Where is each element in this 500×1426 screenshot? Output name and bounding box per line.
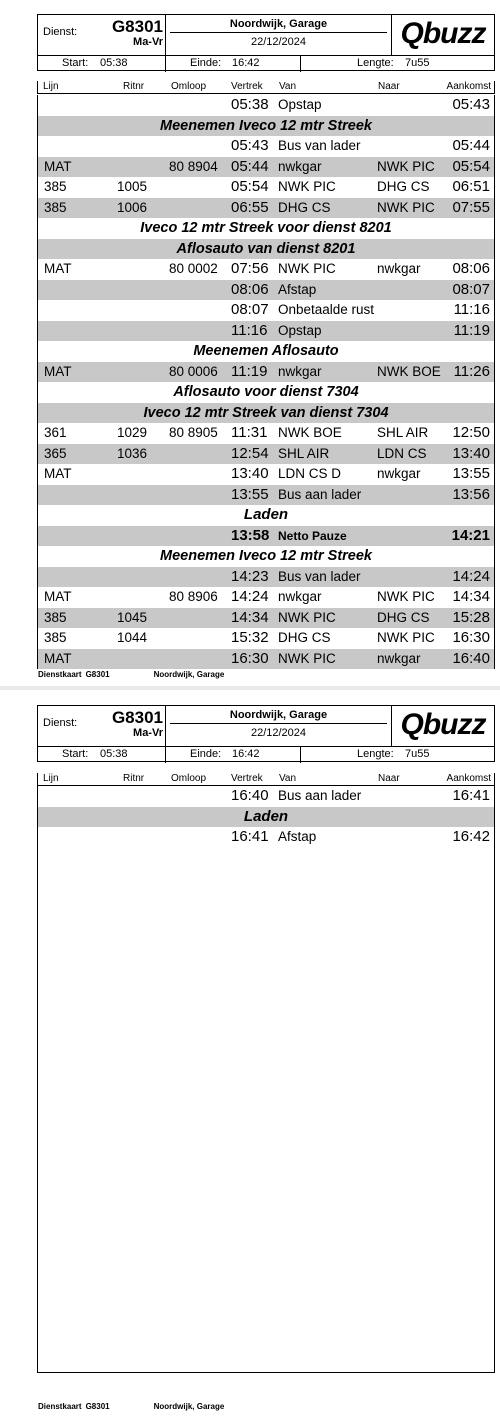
cell-van: Bus aan lader <box>278 788 362 803</box>
dienst-days: Ma-Vr <box>133 727 163 739</box>
location-cell <box>166 706 391 746</box>
section-title: Iveco 12 mtr Streek van dienst 7304 <box>143 404 389 421</box>
schedule-date: 22/12/2024 <box>250 36 307 48</box>
cell-naar: DHG CS <box>377 179 430 194</box>
section-title: Laden <box>243 506 289 523</box>
footer-label: Dienstkaart G8301 <box>38 1402 110 1411</box>
trip-row <box>38 786 494 807</box>
cell-van: NWK PIC <box>278 261 336 276</box>
cell-ritnr: 1036 <box>117 445 148 461</box>
cell-van: Opstap <box>278 322 322 338</box>
location-name: Noordwijk, Garage <box>229 18 328 30</box>
col-lijn: Lijn <box>43 81 59 92</box>
cell-vertrek: 08:06 <box>231 280 269 298</box>
start-cell <box>38 747 166 763</box>
schedule-body <box>37 95 495 669</box>
trip-row <box>38 362 494 383</box>
cell-lijn: MAT <box>44 466 72 481</box>
dienst-days: Ma-Vr <box>133 36 163 48</box>
cell-vertrek: 05:43 <box>231 137 269 154</box>
cell-naar: DHG CS <box>377 609 430 625</box>
cell-naar: nwkgar <box>377 261 421 276</box>
cell-ritnr: 1029 <box>117 425 148 440</box>
length-value: 7u55 <box>405 748 430 760</box>
location-cell <box>166 15 391 55</box>
cell-aankomst: 06:51 <box>452 178 490 195</box>
cell-aankomst: 11:26 <box>453 362 490 380</box>
trip-row <box>38 649 494 670</box>
cell-naar: NWK PIC <box>377 199 435 215</box>
schedule-date: 22/12/2024 <box>250 727 307 739</box>
cell-vertrek: 13:55 <box>231 485 269 503</box>
cell-ritnr: 1005 <box>117 179 148 194</box>
cell-aankomst: 07:55 <box>452 198 490 216</box>
cell-omloop: 80 0006 <box>169 363 218 379</box>
col-naar: Naar <box>378 773 400 784</box>
cell-aankomst: 14:21 <box>451 526 490 544</box>
cell-lijn: MAT <box>44 261 72 276</box>
col-omloop: Omloop <box>171 773 207 784</box>
section-header-row <box>38 382 494 403</box>
cell-vertrek: 07:56 <box>231 260 269 277</box>
cell-vertrek: 05:54 <box>231 178 269 195</box>
cell-lijn: MAT <box>44 589 72 604</box>
col-ritnr: Ritnr <box>123 773 145 784</box>
start-time: 05:38 <box>100 748 128 760</box>
schedule-header <box>37 705 495 762</box>
location-name: Noordwijk, Garage <box>229 709 328 721</box>
col-lijn: Lijn <box>43 773 59 784</box>
cell-van: DHG CS <box>278 630 331 645</box>
cell-omloop: 80 8906 <box>169 589 218 604</box>
trip-row <box>38 628 494 649</box>
start-cell <box>38 56 166 72</box>
section-header-row <box>38 546 494 567</box>
cell-vertrek: 11:31 <box>231 424 268 441</box>
cell-van: Bus van lader <box>278 138 361 153</box>
trip-row <box>38 259 494 280</box>
trip-row <box>38 321 494 342</box>
dienstkaart-page-1 <box>0 0 500 686</box>
cell-vertrek: 14:34 <box>231 608 269 626</box>
cell-aankomst: 16:41 <box>452 787 490 804</box>
cell-lijn: 385 <box>44 199 67 215</box>
column-header <box>37 773 495 786</box>
trip-row <box>38 177 494 198</box>
trip-row <box>38 567 494 588</box>
cell-van: nwkgar <box>278 158 322 174</box>
cell-van: Afstap <box>278 281 317 297</box>
cell-aankomst: 15:28 <box>452 608 490 626</box>
cell-aankomst: 05:44 <box>452 137 490 154</box>
cell-aankomst: 13:55 <box>452 465 490 482</box>
column-header <box>37 81 495 94</box>
cell-vertrek: 13:40 <box>231 465 269 482</box>
cell-vertrek: 16:30 <box>231 649 269 667</box>
section-header-row <box>38 239 494 260</box>
cell-vertrek: 11:19 <box>231 362 268 380</box>
cell-van: nwkgar <box>278 589 322 604</box>
section-title: Laden <box>243 807 289 825</box>
section-title: Meenemen Iveco 12 mtr Streek <box>160 117 372 134</box>
cell-aankomst: 08:07 <box>452 280 490 298</box>
cell-van: NWK PIC <box>278 179 336 194</box>
cell-vertrek: 13:58 <box>231 526 270 544</box>
cell-van: Netto Pauze <box>278 528 347 543</box>
end-cell <box>166 56 301 72</box>
cell-lijn: MAT <box>44 158 72 174</box>
footer-location: Noordwijk, Garage <box>153 670 225 679</box>
cell-aankomst: 16:42 <box>452 828 490 845</box>
section-header-row <box>38 341 494 362</box>
cell-van: DHG CS <box>278 199 331 215</box>
section-header-row <box>38 403 494 424</box>
length-label: Lengte: <box>357 748 394 760</box>
cell-vertrek: 05:44 <box>231 157 269 175</box>
page-footer <box>38 1402 246 1411</box>
trip-row <box>38 827 494 848</box>
cell-naar: NWK PIC <box>377 589 435 604</box>
cell-aankomst: 14:24 <box>452 567 490 585</box>
cell-lijn: 365 <box>44 445 67 461</box>
cell-vertrek: 12:54 <box>231 444 269 462</box>
cell-van: Bus van lader <box>278 568 361 584</box>
col-van: Van <box>279 773 297 784</box>
trip-row <box>38 608 494 629</box>
laden-row <box>38 505 494 526</box>
cell-aankomst: 16:40 <box>452 649 490 667</box>
cell-vertrek: 16:41 <box>231 828 269 845</box>
cell-aankomst: 13:40 <box>452 444 490 462</box>
cell-aankomst: 14:34 <box>452 588 490 605</box>
cell-omloop: 80 8905 <box>169 425 218 440</box>
trip-row <box>38 300 494 321</box>
col-aankomst: Aankomst <box>446 81 491 92</box>
end-label: Einde: <box>190 57 222 69</box>
trip-row <box>38 280 494 301</box>
trip-row <box>38 464 494 485</box>
cell-vertrek: 05:38 <box>231 96 269 113</box>
end-time: 16:42 <box>232 57 260 69</box>
dienst-code: G8301 <box>111 708 163 727</box>
cell-aankomst: 16:30 <box>452 629 490 646</box>
trip-row <box>38 136 494 157</box>
cell-aankomst: 05:43 <box>452 96 490 113</box>
cell-vertrek: 14:24 <box>231 588 269 605</box>
end-time: 16:42 <box>232 748 260 760</box>
cell-aankomst: 05:54 <box>452 157 490 175</box>
cell-aankomst: 08:06 <box>452 260 490 277</box>
trip-row <box>38 485 494 506</box>
length-label: Lengte: <box>357 57 394 69</box>
cell-ritnr: 1006 <box>117 199 148 215</box>
cell-naar: SHL AIR <box>377 425 429 440</box>
length-value: 7u55 <box>405 57 430 69</box>
cell-vertrek: 14:23 <box>231 567 269 585</box>
footer-label: Dienstkaart G8301 <box>38 670 110 679</box>
cell-ritnr: 1044 <box>117 630 148 645</box>
section-title: Aflosauto van dienst 8201 <box>176 240 356 257</box>
section-title: Meenemen Iveco 12 mtr Streek <box>160 548 372 564</box>
cell-aankomst: 11:19 <box>453 321 490 339</box>
qbuzz-logo: Qbuzz <box>391 706 494 746</box>
cell-vertrek: 11:16 <box>231 321 268 339</box>
cell-lijn: MAT <box>44 363 72 379</box>
dienst-label: Dienst: <box>43 717 78 729</box>
dienst-label: Dienst: <box>43 26 78 38</box>
section-header-row <box>38 116 494 137</box>
cell-lijn: 361 <box>44 425 67 440</box>
schedule-header <box>37 14 495 71</box>
qbuzz-logo: Qbuzz <box>391 15 494 55</box>
col-aankomst: Aankomst <box>446 773 491 784</box>
cell-van: NWK PIC <box>278 609 336 625</box>
col-naar: Naar <box>378 81 400 92</box>
col-omloop: Omloop <box>171 81 207 92</box>
section-title: Aflosauto voor dienst 7304 <box>173 384 359 400</box>
cell-vertrek: 16:40 <box>231 787 269 804</box>
dienstkaart-page-2 <box>0 690 500 1426</box>
cell-van: NWK BOE <box>278 425 342 440</box>
trip-row <box>38 95 494 116</box>
cell-van: Afstap <box>278 829 317 844</box>
cell-van: nwkgar <box>278 363 322 379</box>
cell-lijn: 385 <box>44 179 67 194</box>
cell-vertrek: 08:07 <box>231 301 269 318</box>
cell-aankomst: 13:56 <box>452 485 490 503</box>
section-title: Iveco 12 mtr Streek voor dienst 8201 <box>140 220 392 236</box>
trip-row <box>38 444 494 465</box>
cell-lijn: 385 <box>44 609 67 625</box>
cell-van: LDN CS D <box>278 466 342 481</box>
cell-van: Opstap <box>278 97 322 112</box>
trip-row <box>38 198 494 219</box>
cell-vertrek: 06:55 <box>231 198 269 216</box>
end-label: Einde: <box>190 748 222 760</box>
cell-lijn: MAT <box>44 650 72 666</box>
length-cell <box>301 747 494 763</box>
cell-naar: LDN CS <box>377 445 427 461</box>
start-label: Start: <box>62 57 89 69</box>
cell-aankomst: 12:50 <box>452 424 490 441</box>
pause-row <box>38 526 494 547</box>
cell-naar: nwkgar <box>377 650 421 666</box>
cell-omloop: 80 8904 <box>169 158 218 174</box>
cell-aankomst: 11:16 <box>453 301 490 318</box>
start-time: 05:38 <box>100 57 128 69</box>
end-cell <box>166 747 301 763</box>
col-vertrek: Vertrek <box>231 773 263 784</box>
start-label: Start: <box>62 748 89 760</box>
dienst-code: G8301 <box>111 17 163 36</box>
cell-lijn: 385 <box>44 630 67 645</box>
trip-row <box>38 157 494 178</box>
cell-ritnr: 1045 <box>117 609 148 625</box>
trip-row <box>38 587 494 608</box>
cell-naar: nwkgar <box>377 466 421 481</box>
section-title: Meenemen Aflosauto <box>193 343 339 359</box>
col-ritnr: Ritnr <box>123 81 145 92</box>
length-cell <box>301 56 494 72</box>
laden-row <box>38 807 494 828</box>
cell-van: Onbetaalde rust <box>278 302 375 317</box>
col-vertrek: Vertrek <box>231 81 263 92</box>
cell-omloop: 80 0002 <box>169 261 218 276</box>
cell-naar: NWK PIC <box>377 158 435 174</box>
cell-naar: NWK BOE <box>377 363 441 379</box>
schedule-body <box>37 786 495 1373</box>
section-header-row <box>38 218 494 239</box>
footer-location: Noordwijk, Garage <box>153 1402 225 1411</box>
cell-naar: NWK PIC <box>377 630 435 645</box>
cell-vertrek: 15:32 <box>231 629 269 646</box>
trip-row <box>38 423 494 444</box>
page-footer <box>38 670 246 679</box>
cell-van: NWK PIC <box>278 650 336 666</box>
cell-van: SHL AIR <box>278 445 330 461</box>
col-van: Van <box>279 81 297 92</box>
cell-van: Bus aan lader <box>278 486 362 502</box>
